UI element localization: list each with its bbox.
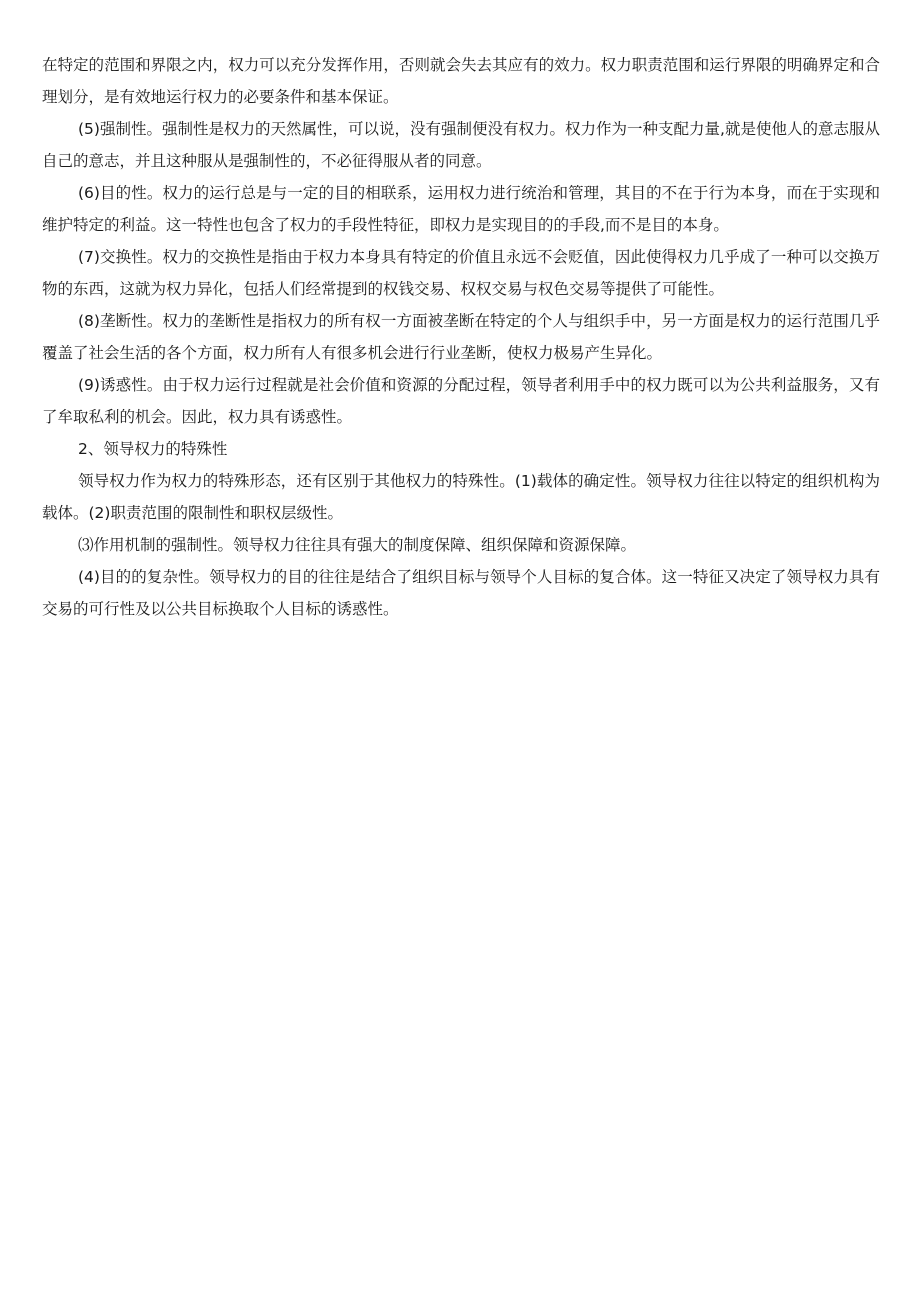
section-heading: 2、领导权力的特殊性 [78,440,228,458]
paragraph-complexity: (4)目的的复杂性。领导权力的目的往往是结合了组织目标与领导个人目标的复合体。这一特征又决定了领导权力具有交易的可行性及以公共目标换取个人目标的诱惑性。 [42,568,880,618]
paragraph-coercion: (5)强制性。强制性是权力的天然属性，可以说，没有强制便没有权力。权力作为一种支配力量,就是使他人的意志服从自己的意志，并且这种服从是强制性的，不必征得服从者的同意。 [42,120,880,170]
paragraph-exchangeability: (7)交换性。权力的交换性是指由于权力本身具有特定的价值且永远不会贬值，因此使得权力几乎成了一种可以交换万物的东西，这就为权力异化，包括人们经常提到的权钱交易、权权交易与权色交易等提供了可能性。 [42,248,880,298]
paragraph-monopoly: (8)垄断性。权力的垄断性是指权力的所有权一方面被垄断在特定的个人与组织手中，另一方面是权力的运行范围几乎覆盖了社会生活的各个方面，权力所有人有很多机会进行行业垄断，使权力极易产生异化。 [42,312,880,362]
document-page [42,49,880,625]
paragraph-continuation: 在特定的范围和界限之内，权力可以充分发挥作用，否则就会失去其应有的效力。权力职责范围和运行界限的明确界定和合理划分，是有效地运行权力的必要条件和基本保证。 [42,56,880,106]
paragraph-purposiveness: (6)目的性。权力的运行总是与一定的目的相联系，运用权力进行统治和管理，其目的不在于行为本身，而在于实现和维护特定的利益。这一特性也包含了权力的手段性特征，即权力是实现目的的手段,而不是目的本身。 [42,184,880,234]
paragraph-mechanism: ⑶作用机制的强制性。领导权力往往具有强大的制度保障、组织保障和资源保障。 [78,536,637,554]
paragraph-leadership-specifics: 领导权力作为权力的特殊形态，还有区别于其他权力的特殊性。(1)载体的确定性。领导权力往往以特定的组织机构为载体。(2)职责范围的限制性和职权层级性。 [42,472,880,522]
paragraph-temptation: (9)诱惑性。由于权力运行过程就是社会价值和资源的分配过程，领导者利用手中的权力既可以为公共利益服务，又有了牟取私利的机会。因此，权力具有诱惑性。 [42,376,880,426]
